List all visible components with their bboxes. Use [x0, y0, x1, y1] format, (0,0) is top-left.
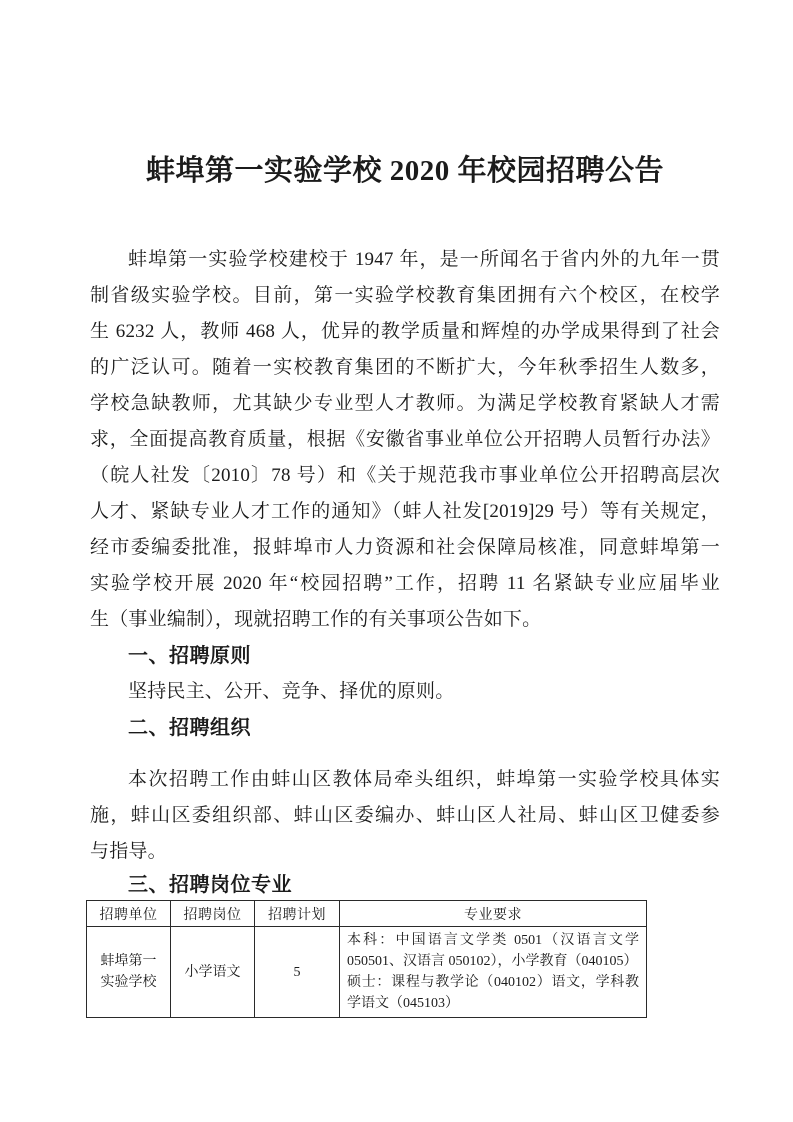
requirement-master: 硕士：课程与教学论（040102）语文，学科教学语文（045103）	[347, 975, 639, 1011]
paragraph-line: 生（事业编制），现就招聘工作的有关事项公告如下。	[90, 609, 542, 630]
paragraph-line: 本次招聘工作由蚌山区教体局牵头组织，蚌埠第一实验学校具体实	[128, 769, 720, 790]
section-one-heading: 一、招聘原则	[128, 645, 251, 667]
paragraph-line: 与指导。	[90, 841, 167, 862]
requirements-cell	[340, 927, 647, 1018]
paragraph-line: 施，蚌山区委组织部、蚌山区委编办、蚌山区人社局、蚌山区卫健委参	[90, 805, 720, 826]
header-cell-requirements: 专业要求	[340, 901, 647, 927]
paragraph-line: 人才、紧缺专业人才工作的通知》（蚌人社发[2019]29 号）等有关规定，	[90, 501, 720, 522]
table-header-row	[87, 901, 647, 927]
document-body	[90, 0, 720, 1018]
paragraph-line: 学校急缺教师，尤其缺少专业型人才教师。为满足学校教育紧缺人才需	[90, 393, 720, 414]
paragraph-line: 生 6232 人，教师 468 人，优异的教学质量和辉煌的办学成果得到了社会	[90, 321, 720, 342]
paragraph-line: 经市委编委批准，报蚌埠市人力资源和社会保障局核准，同意蚌埠第一	[90, 537, 720, 558]
paragraph-line: 实验学校开展 2020 年“校园招聘”工作，招聘 11 名紧缺专业应届毕业	[90, 573, 720, 594]
requirement-bachelor: 本科：中国语言文学类 0501（汉语言文学 050501、汉语言 050102），小学教育（040105）	[347, 933, 639, 969]
section-one-body: 坚持民主、公开、竞争、择优的原则。	[128, 681, 455, 702]
intro-paragraph	[90, 242, 720, 638]
section-three-heading: 三、招聘岗位专业	[128, 874, 292, 896]
paragraph-line: 的广泛认可。随着一实校教育集团的不断扩大，今年秋季招生人数多，	[90, 357, 720, 378]
positions-table	[86, 900, 647, 1018]
header-cell-position: 招聘岗位	[171, 901, 255, 927]
paragraph-line: （皖人社发〔2010〕78 号）和《关于规范我市事业单位公开招聘高层次	[90, 465, 720, 486]
plan-cell: 5	[255, 927, 340, 1018]
table-row	[87, 927, 647, 1018]
paragraph-line: 蚌埠第一实验学校建校于 1947 年，是一所闻名于省内外的九年一贯	[128, 249, 720, 270]
position-cell: 小学语文	[171, 927, 255, 1018]
header-cell-unit: 招聘单位	[87, 901, 171, 927]
unit-cell: 蚌埠第一实验学校	[87, 927, 171, 1018]
section-two-paragraph	[90, 762, 720, 870]
document-title: 蚌埠第一实验学校 2020 年校园招聘公告	[145, 155, 664, 187]
section-two-heading: 二、招聘组织	[128, 717, 251, 739]
header-cell-plan: 招聘计划	[255, 901, 340, 927]
paragraph-line: 求，全面提高教育质量，根据《安徽省事业单位公开招聘人员暂行办法》	[90, 429, 720, 450]
paragraph-line: 制省级实验学校。目前，第一实验学校教育集团拥有六个校区，在校学	[90, 285, 720, 306]
